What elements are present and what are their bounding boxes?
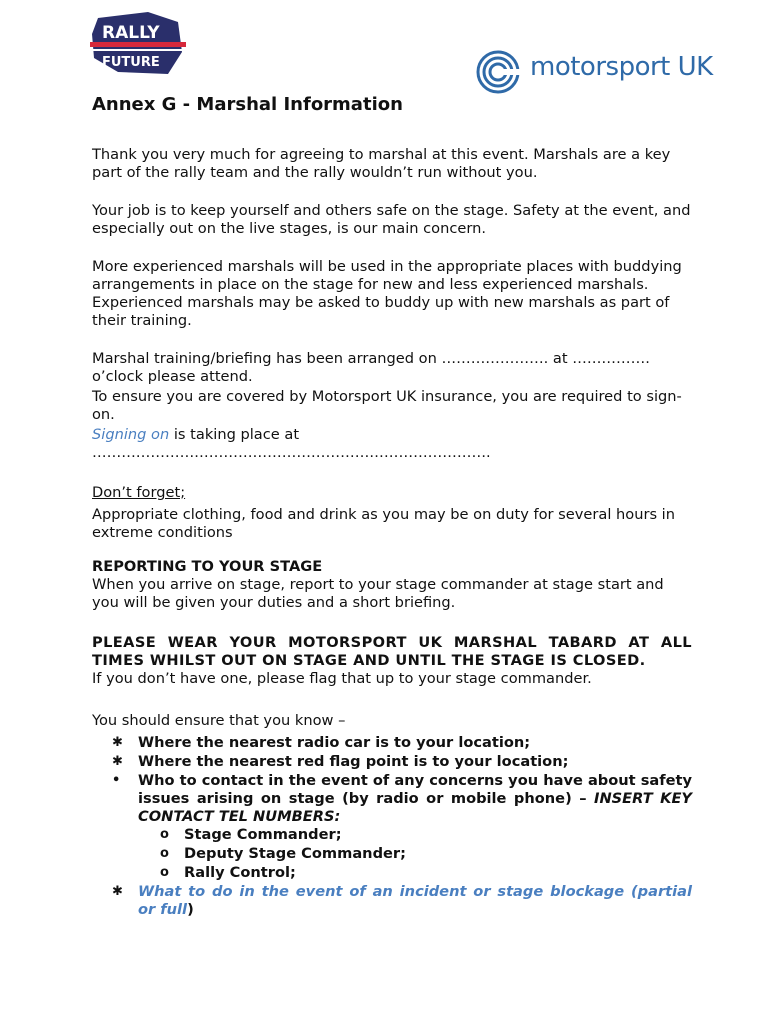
list-item-text: Rally Control;	[184, 864, 296, 881]
reporting-paragraph: When you arrive on stage, report to your stage commander at stage start and you will be given your duties and a short briefing.	[92, 576, 664, 611]
incident-instruction: What to do in the event of an incident or stage blockage (partial or full	[138, 883, 692, 918]
list-item	[160, 826, 692, 844]
tabard-note: If you don’t have one, please flag that up to your stage commander.	[92, 670, 592, 687]
rally-logo-line2: FUTURE	[102, 55, 160, 70]
list-item	[160, 845, 692, 863]
motorsport-swirl-icon	[474, 48, 524, 96]
bullet-dot-icon: •	[112, 773, 121, 788]
list-item-text: Deputy Stage Commander;	[184, 845, 406, 862]
insurance-paragraph: To ensure you are covered by Motorsport UK insurance, you are required to sign-on.	[92, 388, 682, 423]
tabard-warning: PLEASE WEAR YOUR MOTORSPORT UK MARSHAL TABARD AT ALL TIMES WHILST OUT ON STAGE AND UNTIL THE STAGE IS CLOSED.	[92, 634, 692, 669]
bullet-star-icon: ✱	[112, 754, 123, 769]
motorsport-uk-wordmark: motorsport UK	[530, 52, 713, 82]
motorsport-uk-logo	[474, 48, 736, 96]
list-item	[112, 883, 692, 919]
list-item	[112, 734, 692, 752]
bullet-star-icon: ✱	[112, 735, 123, 750]
reporting-heading: REPORTING TO YOUR STAGE	[92, 558, 323, 575]
intro-paragraph: Thank you very much for agreeing to marshal at this event. Marshals are a key part of the rally team and the rally wouldn’t run without you.	[92, 146, 671, 181]
clothing-paragraph: Appropriate clothing, food and drink as you may be on duty for several hours in extreme conditions	[92, 506, 675, 541]
closing-paren: )	[187, 901, 194, 918]
signing-on-rest: is taking place at	[169, 426, 300, 443]
training-paragraph: Marshal training/briefing has been arranged on …………………. at ……………. o’clock please attend.	[92, 350, 650, 385]
bullet-circle-icon: o	[160, 865, 169, 880]
page-title: Annex G - Marshal Information	[92, 94, 403, 115]
ensure-list	[92, 734, 692, 919]
bullet-star-icon: ✱	[112, 884, 123, 899]
bullet-circle-icon: o	[160, 827, 169, 842]
contact-numbers-instruction: INSERT KEY CONTACT TEL NUMBERS:	[138, 790, 692, 825]
list-item-text: Where the nearest red flag point is to your location;	[138, 753, 569, 770]
list-item-text: Who to contact in the event of any concerns you have about safety issues arising on stage (by radio or mobile phone) –	[138, 772, 692, 807]
rally-future-logo	[88, 8, 188, 78]
list-item	[160, 864, 692, 882]
ensure-intro: You should ensure that you know –	[92, 712, 346, 729]
dont-forget-label: Don’t forget;	[92, 484, 186, 501]
list-item	[112, 753, 692, 771]
list-item-text: Where the nearest radio car is to your location;	[138, 734, 531, 751]
bullet-circle-icon: o	[160, 846, 169, 861]
document-body	[92, 94, 692, 920]
list-item-text: Stage Commander;	[184, 826, 342, 843]
signing-on-dots: ……………………………………………………………………….	[92, 444, 491, 461]
experience-paragraph: More experienced marshals will be used in the appropriate places with buddying arrangements in place on the stage for new and less experienced marshals. Experienced marshals may be asked to buddy up with new marshals as part of their training.	[92, 258, 682, 329]
contact-sublist	[138, 826, 692, 882]
signing-on-paragraph	[92, 426, 692, 444]
signing-on-link[interactable]: Signing on	[92, 426, 170, 443]
list-item	[112, 772, 692, 882]
safety-paragraph: Your job is to keep yourself and others safe on the stage. Safety at the event, and especially out on the live stages, is our main concern.	[92, 202, 691, 237]
rally-logo-line1: RALLY	[102, 23, 160, 43]
